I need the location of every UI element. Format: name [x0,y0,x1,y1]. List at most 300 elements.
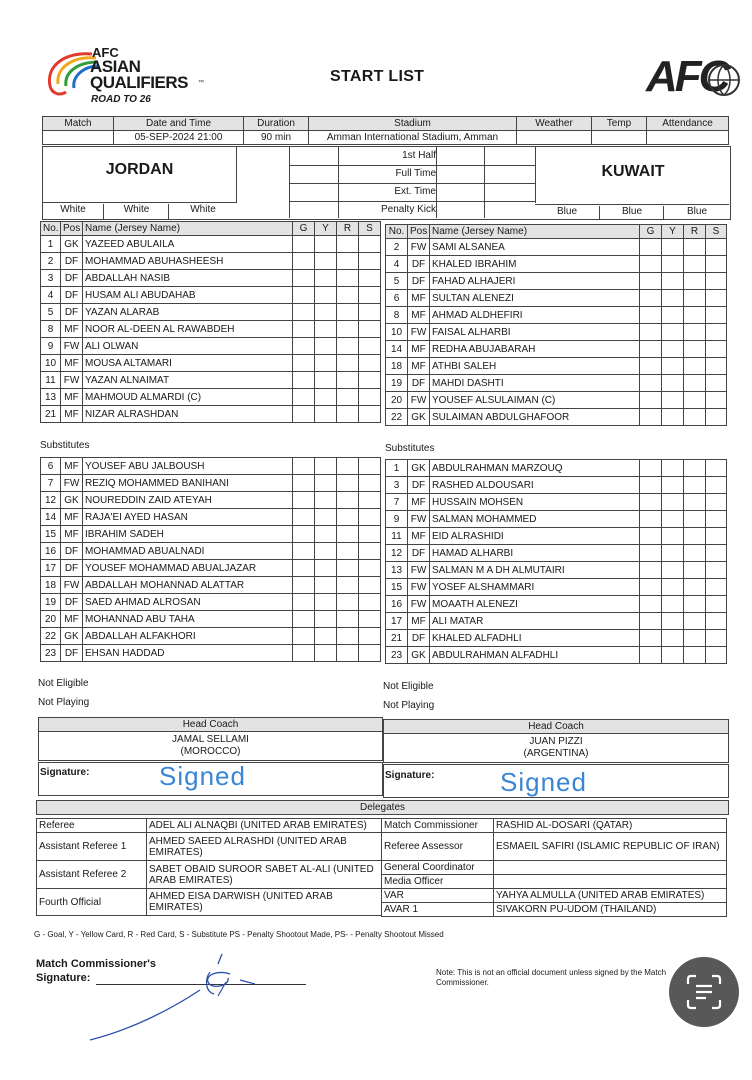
stat-cell [293,372,315,389]
stat-cell [706,273,727,290]
stat-cell [684,375,706,392]
away-coach-country: (ARGENTINA) [523,748,589,759]
stat-cell [337,287,359,304]
stat-cell [640,409,662,426]
stat-cell [359,577,381,594]
stat-cell [359,594,381,611]
stat-cell [337,509,359,526]
player-name: MAHMOUD ALMARDI (C) [83,389,293,406]
player-name: NOUREDDIN ZAID ATEYAH [83,492,293,509]
player-number: 5 [41,304,61,321]
stadium-name: Amman International Stadium, Amman [309,131,517,145]
stat-cell [337,526,359,543]
player-number: 8 [41,321,61,338]
stat-cell [337,389,359,406]
player-position: DF [61,560,83,577]
stat-cell [684,392,706,409]
globe-icon [706,62,742,98]
stat-cell [293,526,315,543]
stat-cell [706,239,727,256]
stat-cell [359,543,381,560]
stat-cell [640,494,662,511]
player-number: 1 [386,460,408,477]
player-row [386,562,727,579]
player-position: DF [408,630,430,647]
delegate-role: Media Officer [382,875,494,889]
away-coach-name: JUAN PIZZI [529,736,583,747]
player-position: FW [408,239,430,256]
player-number: 4 [386,256,408,273]
stat-cell [337,355,359,372]
stat-cell [293,338,315,355]
home-subs-table [40,457,381,662]
player-name: ALI OLWAN [83,338,293,355]
disclaimer-note: Note: This is not an official document unless signed by the Match Commissioner. [436,968,667,987]
stat-cell [640,307,662,324]
stat-cell [706,290,727,307]
player-position: MF [61,526,83,543]
player-name: ABDALLAH MOHANNAD ALATTAR [83,577,293,594]
stat-cell [337,406,359,423]
stat-cell [684,477,706,494]
player-number: 17 [41,560,61,577]
player-name: KHALED IBRAHIM [430,256,640,273]
player-row [41,287,381,304]
stat-cell [684,239,706,256]
stat-cell [684,579,706,596]
stat-cell [684,460,706,477]
player-position: MF [61,355,83,372]
stat-cell [684,562,706,579]
player-name: YOUSEF ABU JALBOUSH [83,458,293,475]
stat-cell [640,562,662,579]
player-name: ABDALLAH ALFAKHORI [83,628,293,645]
stat-cell [684,341,706,358]
player-position: FW [61,475,83,492]
home-lineup-table: No. Pos Name (Jersey Name) G Y R S 1 GK YAZEED ABULAILA 2 DF MOHAMMAD ABUHASHEESH 3 DF ABDALLAH NASIB 4 DF HUSAM ALI ABUDAHAB 5 DF YAZAN ALARAB 8 MF NOOR AL-DEEN AL RAWABDEH 9 FW ALI OLWAN 10 MF MOUSA ALTAMARI 11 FW YAZAN ALNAIMAT 13 MF MAHMOUD ALMARDI (C) 21 MF NIZAR ALRASHDAN [40,221,381,423]
player-row [386,341,727,358]
player-position: DF [408,477,430,494]
player-position: FW [408,579,430,596]
player-number: 7 [386,494,408,511]
stat-cell [293,406,315,423]
player-name: ABDALLAH NASIB [83,270,293,287]
player-row [41,594,381,611]
stat-cell [662,630,684,647]
player-position: MF [408,613,430,630]
match-info-table: Match Date and Time Duration Stadium Weather Temp Attendance 05-SEP-2024 21:00 90 min Amman International Stadium, Amman [42,116,729,145]
stat-cell [706,630,727,647]
player-position: DF [61,270,83,287]
stat-cell [640,324,662,341]
player-name: MOUSA ALTAMARI [83,355,293,372]
stat-cell [662,647,684,664]
stat-cell [315,287,337,304]
player-row [41,458,381,475]
player-number: 11 [386,528,408,545]
player-name: SALMAN MOHAMMED [430,511,640,528]
legend-text: G - Goal, Y - Yellow Card, R - Red Card, S - Substitute PS - Penalty Shootout Made, PS- - Penalty Shootout Missed [34,930,444,939]
stat-cell [337,628,359,645]
player-row [41,389,381,406]
stat-cell [640,273,662,290]
delegate-row [37,833,382,861]
player-number: 19 [41,594,61,611]
stat-cell [359,304,381,321]
stat-cell [337,475,359,492]
player-row [386,477,727,494]
stat-cell [640,290,662,307]
stat-cell [662,341,684,358]
stat-cell [293,458,315,475]
stat-cell [640,613,662,630]
player-position: DF [61,253,83,270]
stat-cell [640,392,662,409]
stat-cell [662,392,684,409]
away-not-playing: Not Playing [383,700,435,711]
stat-cell [293,543,315,560]
stat-cell [662,290,684,307]
player-number: 17 [386,613,408,630]
player-number: 6 [386,290,408,307]
stat-cell [315,492,337,509]
stat-cell [662,273,684,290]
player-row [41,270,381,287]
player-position: FW [408,596,430,613]
stat-cell [359,270,381,287]
player-position: GK [408,647,430,664]
stat-cell [315,355,337,372]
player-position: DF [61,594,83,611]
player-position: GK [408,409,430,426]
player-number: 23 [386,647,408,664]
player-name: ABDULRAHMAN ALFADHLI [430,647,640,664]
player-position: GK [61,628,83,645]
delegate-row [382,889,727,903]
stat-cell [337,236,359,253]
stat-cell [662,528,684,545]
player-number: 13 [41,389,61,406]
delegate-role: General Coordinator [382,861,494,875]
stat-cell [662,460,684,477]
page-title: START LIST [330,68,425,85]
stat-cell [359,406,381,423]
player-name: SAED AHMAD ALROSAN [83,594,293,611]
player-position: MF [408,528,430,545]
player-position: FW [61,577,83,594]
player-row [41,355,381,372]
player-position: MF [408,290,430,307]
player-position: DF [408,375,430,392]
player-number: 6 [41,458,61,475]
player-number: 15 [41,526,61,543]
player-number: 14 [386,341,408,358]
stat-cell [662,239,684,256]
away-coach-box: Head Coach JUAN PIZZI (ARGENTINA) [383,719,729,763]
delegate-row [382,861,727,875]
stat-cell [359,321,381,338]
player-row [386,460,727,477]
asian-wordmark: ASIAN [90,57,141,76]
player-row [41,560,381,577]
stat-cell [684,273,706,290]
stat-cell [359,355,381,372]
stat-cell [706,307,727,324]
player-number: 8 [386,307,408,324]
delegate-name [494,875,727,889]
delegate-name: SABET OBAID SUROOR SABET AL-ALI (UNITED ARAB EMIRATES) [147,861,382,889]
player-position: MF [61,389,83,406]
player-row [386,647,727,664]
player-position: DF [61,287,83,304]
afc-qualifiers-logo: AFC ASIAN QUALIFIERS ™ ROAD TO 26 [44,44,214,110]
delegate-role: Referee [37,819,147,833]
stat-cell [359,372,381,389]
stat-cell [662,307,684,324]
stat-cell [359,560,381,577]
stat-cell [337,611,359,628]
stat-cell [315,509,337,526]
stat-cell [684,528,706,545]
delegate-row [37,819,382,833]
stat-cell [662,409,684,426]
stat-cell [359,253,381,270]
stat-cell [293,509,315,526]
stat-cell [706,477,727,494]
stat-cell [315,560,337,577]
player-number: 13 [386,562,408,579]
stat-cell [293,577,315,594]
home-substitutes-label: Substitutes [40,440,90,451]
away-substitutes-label: Substitutes [385,443,435,454]
player-number: 1 [41,236,61,253]
player-name: MOHANNAD ABU TAHA [83,611,293,628]
player-row [386,409,727,426]
player-row [41,526,381,543]
stat-cell [662,596,684,613]
periods-grid: 1st Half Full Time Ext. Time Penalty Kick [289,147,535,218]
player-position: MF [61,458,83,475]
stat-cell [640,341,662,358]
player-name: YAZEED ABULAILA [83,236,293,253]
stat-cell [315,526,337,543]
delegate-name: SIVAKORN PU-UDOM (THAILAND) [494,903,727,917]
stat-cell [640,596,662,613]
home-coach-country: (MOROCCO) [180,746,241,757]
stat-cell [293,270,315,287]
stat-cell [337,253,359,270]
delegate-role: AVAR 1 [382,903,494,917]
stat-cell [293,355,315,372]
player-position: DF [61,645,83,662]
player-name: YAZAN ALARAB [83,304,293,321]
delegate-role: Fourth Official [37,889,147,916]
stat-cell [706,545,727,562]
player-number: 9 [41,338,61,355]
stat-cell [337,577,359,594]
player-row [386,528,727,545]
stat-cell [684,290,706,307]
home-team-name: JORDAN [105,161,174,178]
player-number: 3 [41,270,61,287]
player-row [386,596,727,613]
stat-cell [662,324,684,341]
stat-cell [293,287,315,304]
stat-cell [337,372,359,389]
road-to-26-wordmark: ROAD TO 26 [91,94,151,105]
stat-cell [640,477,662,494]
stat-cell [706,579,727,596]
handwritten-signature [80,950,280,1050]
away-lineup-table: No. Pos Name (Jersey Name) G Y R S 2 FW SAMI ALSANEA 4 DF KHALED IBRAHIM 5 DF FAHAD ALHAJERI 6 MF SULTAN ALENEZI 8 MF AHMAD ALDHEFIRI 10 FW FAISAL ALHARBI 14 MF REDHA ABUJABARAH 18 MF ATHBI SALEH 19 DF MAHDI DASHTI 20 FW YOUSEF ALSULAIMAN (C) 22 GK SULAIMAN ABDULGHAFOOR [385,224,727,426]
delegate-name: AHMED SAEED ALRASHDI (UNITED ARAB EMIRATES) [147,833,382,861]
player-row [386,392,727,409]
stat-cell [315,338,337,355]
player-number: 16 [41,543,61,560]
home-not-playing: Not Playing [38,697,90,708]
player-name: SAMI ALSANEA [430,239,640,256]
stat-cell [337,304,359,321]
player-number: 21 [386,630,408,647]
player-position: DF [408,256,430,273]
player-name: YAZAN ALNAIMAT [83,372,293,389]
stat-cell [337,645,359,662]
player-name: REDHA ABUJABARAH [430,341,640,358]
home-not-eligible: Not Eligible [38,678,89,689]
player-number: 2 [41,253,61,270]
stat-cell [293,236,315,253]
stat-cell [640,579,662,596]
player-row [41,577,381,594]
player-number: 16 [386,596,408,613]
player-name: SULTAN ALENEZI [430,290,640,307]
player-name: MOHAMMAD ABUALNADI [83,543,293,560]
player-position: DF [61,543,83,560]
stat-cell [684,324,706,341]
player-position: FW [408,511,430,528]
player-position: GK [61,492,83,509]
player-number: 4 [41,287,61,304]
player-position: FW [408,562,430,579]
delegate-row [382,903,727,917]
player-row [41,321,381,338]
stat-cell [662,256,684,273]
delegates-header: Delegates [36,800,729,815]
stat-cell [337,321,359,338]
home-coach-box: Head Coach JAMAL SELLAMI (MOROCCO) [38,717,383,761]
delegate-name: AHMED EISA DARWISH (UNITED ARAB EMIRATES) [147,889,382,916]
stat-cell [706,494,727,511]
stat-cell [359,475,381,492]
player-name: KHALED ALFADHLI [430,630,640,647]
player-row [386,494,727,511]
player-row [386,613,727,630]
player-position: DF [61,304,83,321]
stat-cell [640,528,662,545]
away-team-name: KUWAIT [601,163,665,180]
scan-text-button[interactable] [669,957,739,1027]
stat-cell [315,458,337,475]
home-signature-box: Signature: Signed [38,762,383,796]
stat-cell [640,239,662,256]
stat-cell [684,358,706,375]
player-row [41,236,381,253]
stat-cell [293,389,315,406]
stat-cell [662,562,684,579]
player-number: 15 [386,579,408,596]
player-position: FW [61,372,83,389]
delegate-row [37,861,382,889]
player-position: GK [61,236,83,253]
away-kit-row: Blue Blue Blue [535,204,729,219]
stat-cell [315,321,337,338]
player-name: AHMAD ALDHEFIRI [430,307,640,324]
player-row [41,406,381,423]
stat-cell [315,372,337,389]
stat-cell [706,460,727,477]
delegate-role: VAR [382,889,494,903]
player-name: HUSSAIN MOHSEN [430,494,640,511]
stat-cell [662,494,684,511]
player-name: HAMAD ALHARBI [430,545,640,562]
player-row [386,273,727,290]
stat-cell [706,392,727,409]
stat-cell [706,375,727,392]
stat-cell [293,611,315,628]
home-kit-row: White White White [43,202,236,219]
player-position: MF [61,321,83,338]
stat-cell [315,611,337,628]
player-position: GK [408,460,430,477]
player-name: IBRAHIM SADEH [83,526,293,543]
player-name: NIZAR ALRASHDAN [83,406,293,423]
away-signed-text: Signed [500,767,587,797]
player-row [386,511,727,528]
player-row [386,630,727,647]
delegate-row [382,819,727,833]
afc-logo: AFC [646,58,746,102]
player-name: ABDULRAHMAN MARZOUQ [430,460,640,477]
stat-cell [706,511,727,528]
stat-cell [315,236,337,253]
player-number: 10 [386,324,408,341]
stat-cell [315,543,337,560]
away-signature-box: Signature: Signed [383,764,729,798]
player-number: 20 [386,392,408,409]
player-name: SULAIMAN ABDULGHAFOOR [430,409,640,426]
player-number: 23 [41,645,61,662]
stat-cell [337,560,359,577]
player-name: EHSAN HADDAD [83,645,293,662]
stat-cell [684,545,706,562]
stat-cell [337,338,359,355]
delegate-role: Referee Assessor [382,833,494,861]
player-name: HUSAM ALI ABUDAHAB [83,287,293,304]
stat-cell [684,511,706,528]
stat-cell [684,307,706,324]
player-number: 22 [386,409,408,426]
stat-cell [359,645,381,662]
stat-cell [662,613,684,630]
player-position: DF [408,545,430,562]
stat-cell [359,526,381,543]
player-row [41,509,381,526]
stat-cell [359,389,381,406]
stat-cell [315,577,337,594]
stat-cell [293,253,315,270]
player-number: 9 [386,511,408,528]
teams-block [42,146,731,220]
